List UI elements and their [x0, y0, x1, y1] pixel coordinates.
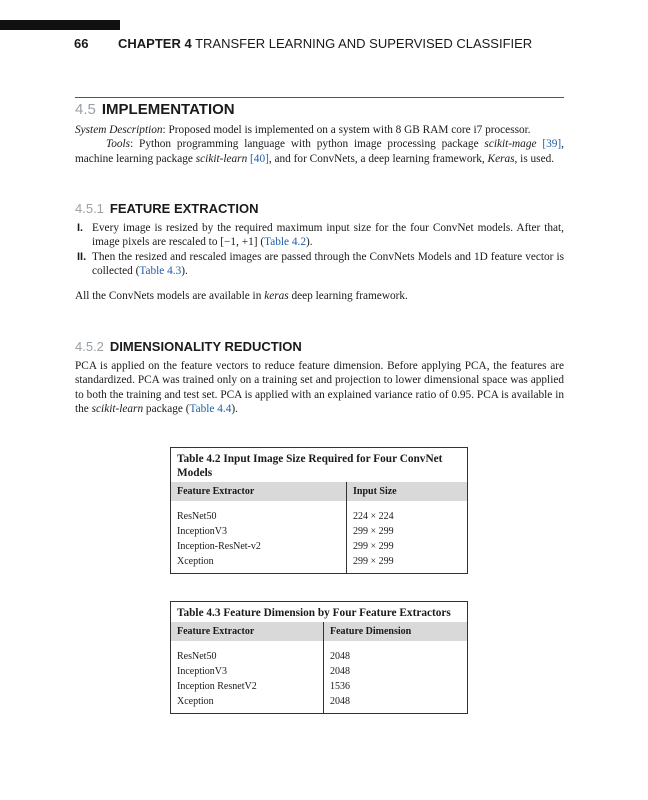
chapter-title: TRANSFER LEARNING AND SUPERVISED CLASSIFIER: [195, 36, 533, 51]
table-cell: 299 × 299: [347, 524, 468, 539]
paragraph-text: package (: [143, 403, 190, 416]
system-label: System Description: [75, 124, 163, 136]
list-text: Every image is resized by the required maximum input size for the four ConvNet models. After that, image pixels are rescaled to [−1, +1] (: [92, 222, 564, 249]
tools-text: , machine learning package: [75, 138, 564, 165]
table-row: [171, 554, 468, 574]
table-4-3-link[interactable]: Table 4.3: [139, 265, 182, 278]
table-4-4-link[interactable]: Table 4.4: [189, 403, 232, 416]
table-caption: Table 4.3 Feature Dimension by Four Feature Extractors: [177, 607, 451, 619]
table-caption: Table 4.2 Input Image Size Required for Four ConvNet Models: [177, 453, 443, 479]
keras-note: [75, 289, 564, 303]
section-rule: [75, 97, 564, 98]
scikit-learn-name: scikit-learn: [195, 152, 248, 165]
note-text: deep learning framework.: [288, 290, 408, 302]
subsection-heading-feature-extraction: [75, 201, 258, 216]
table-cell: Xception: [177, 556, 214, 567]
table-cell: InceptionV3: [177, 666, 227, 677]
subsection-title: DIMENSIONALITY REDUCTION: [109, 339, 302, 354]
list-item: [75, 250, 564, 279]
implementation-paragraph: [75, 123, 564, 166]
table-cell: Inception-ResNet-v2: [177, 541, 261, 552]
subsection-number: 4.5.1: [75, 201, 104, 216]
paragraph-text: PCA is applied on the feature vectors to reduce feature dimension. Before applying PCA, the features are standardized. PCA was trained only on a training set and projection to lower dimensional space was applied to both the training and test set. PCA is applied with an explained variance ratio of 0.95. PCA is available in the: [75, 360, 564, 416]
scikit-learn-name: scikit-learn: [91, 403, 144, 416]
top-bar-decoration: [0, 20, 120, 30]
column-header: Feature Dimension: [324, 622, 468, 641]
table-cell: 2048: [324, 641, 468, 664]
table-row: [171, 539, 468, 554]
keras-name: Keras: [487, 152, 515, 165]
column-header: Input Size: [347, 482, 468, 501]
chapter-heading: [118, 36, 532, 51]
table-cell: Inception ResnetV2: [177, 681, 257, 692]
tools-description: [75, 137, 564, 166]
table-cell: 1536: [324, 679, 468, 694]
system-text: : Proposed model is implemented on a system with 8 GB RAM core i7 processor.: [162, 124, 531, 136]
section-title: IMPLEMENTATION: [101, 101, 235, 118]
tools-text: : Python programming language with python image processing package: [130, 138, 485, 151]
section-heading: [75, 101, 235, 118]
table-cell: 224 × 224: [347, 501, 468, 524]
table-cell: ResNet50: [177, 651, 217, 662]
table-cell: Xception: [177, 696, 214, 707]
keras-name: keras: [264, 290, 289, 302]
table-row: [171, 501, 468, 524]
paragraph-text: ).: [231, 403, 238, 416]
column-header: Feature Extractor: [171, 622, 324, 641]
table-cell: ResNet50: [177, 511, 217, 522]
table-4-3: [170, 601, 468, 714]
feature-extraction-list: [75, 221, 564, 279]
tools-text: , and for ConvNets, a deep learning framework,: [268, 152, 488, 165]
section-number: 4.5: [75, 101, 96, 118]
scikit-image-name: scikit-mage: [484, 138, 537, 151]
column-header: Feature Extractor: [171, 482, 347, 501]
chapter-label: CHAPTER 4: [118, 36, 192, 51]
table-row: [171, 679, 468, 694]
reference-40-link[interactable]: [40]: [250, 152, 269, 165]
list-item: [75, 221, 564, 250]
table-cell: 2048: [324, 694, 468, 714]
table-row: [171, 641, 468, 664]
page-number: 66: [74, 36, 89, 51]
tools-text: , is used.: [514, 152, 555, 165]
tools-label: Tools: [106, 138, 131, 151]
running-header: [0, 36, 648, 54]
subsection-number: 4.5.2: [75, 339, 104, 354]
list-text: ).: [181, 265, 188, 278]
subsection-title: FEATURE EXTRACTION: [109, 201, 259, 216]
note-text: All the ConvNets models are available in: [75, 290, 265, 302]
table-cell: 299 × 299: [347, 539, 468, 554]
table-row: [171, 694, 468, 714]
table-row: [171, 524, 468, 539]
table-4-2: [170, 447, 468, 574]
table-row: [171, 664, 468, 679]
list-text: Then the resized and rescaled images are passed through the ConvNets Models and 1D feature vector is collected (: [92, 250, 564, 278]
dimensionality-reduction-paragraph: [75, 359, 564, 417]
list-marker: I.: [77, 222, 84, 234]
table-cell: 2048: [324, 664, 468, 679]
table-cell: 299 × 299: [347, 554, 468, 574]
table-cell: InceptionV3: [177, 526, 227, 537]
subsection-heading-dimensionality-reduction: [75, 339, 302, 354]
list-marker: II.: [77, 250, 87, 263]
reference-39-link[interactable]: [39]: [542, 138, 562, 151]
table-4-2-link[interactable]: Table 4.2: [264, 236, 306, 249]
list-text: ).: [305, 236, 313, 249]
system-description: [75, 123, 564, 137]
